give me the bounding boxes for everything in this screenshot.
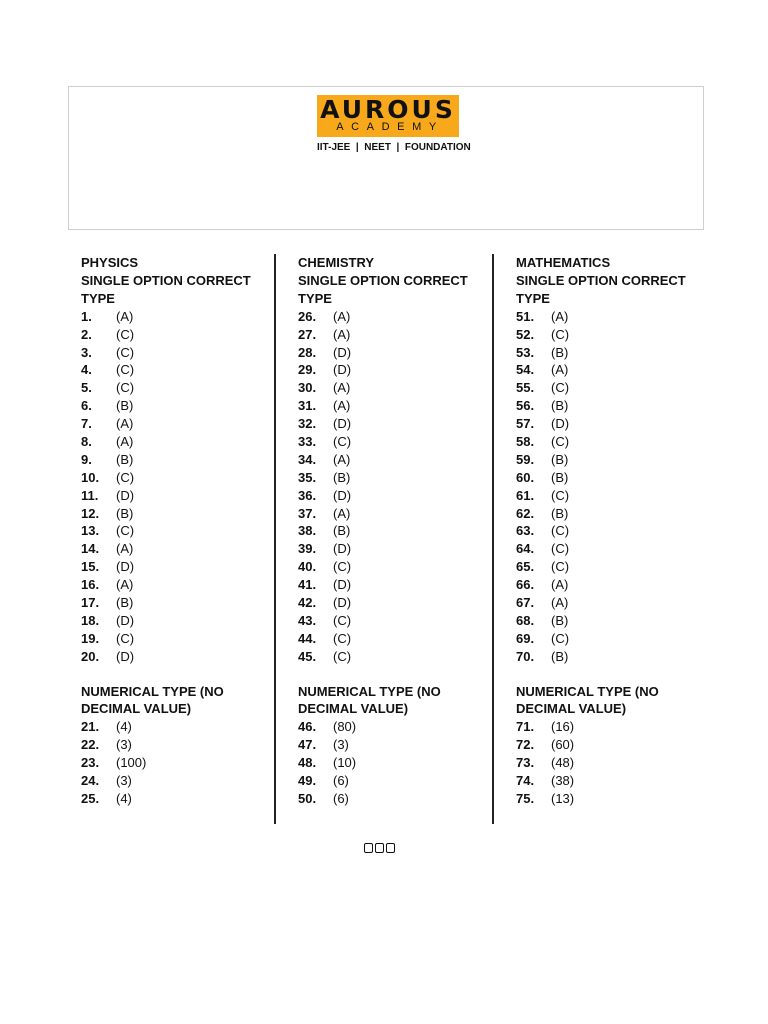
answer-row [516,558,706,576]
answer-value: (6) [333,790,349,806]
answer-option: (D) [116,559,135,575]
answer-option: (A) [551,577,569,593]
question-number: 27. [298,326,317,342]
answer-option: (C) [551,433,570,449]
question-number: 38. [298,523,317,539]
answer-value: (6) [333,773,349,789]
answer-option: (B) [333,469,351,485]
answer-row [81,540,271,558]
answer-row [81,433,271,451]
answer-row [298,540,488,558]
answer-row [516,361,706,379]
section-title: SINGLE OPTION CORRECT [81,272,251,288]
question-number: 50. [298,790,317,806]
answer-value: (3) [116,737,132,753]
end-mark-icon [364,843,395,853]
answer-row [516,415,706,433]
question-number: 54. [516,362,535,378]
section-title: DECIMAL VALUE) [81,701,192,717]
answer-option: (A) [116,577,134,593]
answer-option: (C) [116,630,135,646]
section-title: TYPE [81,290,115,306]
question-number: 20. [81,648,100,664]
answer-option: (B) [551,398,569,414]
answer-value: (38) [551,773,575,789]
question-number: 68. [516,612,535,628]
answer-row [516,540,706,558]
question-number: 25. [81,790,100,806]
answer-option: (D) [333,541,352,557]
answer-option: (B) [551,344,569,360]
answer-option: (C) [333,648,352,664]
section-gap [298,666,488,683]
question-number: 15. [81,559,100,575]
question-number: 14. [81,541,100,557]
question-number: 28. [298,344,317,360]
square-icon [386,843,395,853]
answer-row [298,397,488,415]
answer-option: (D) [551,416,570,432]
subject-title: PHYSICS [81,255,139,270]
answer-row [298,505,488,523]
question-number: 71. [516,719,535,735]
answer-option: (C) [333,612,352,628]
answer-row [516,790,706,808]
question-number: 66. [516,577,535,593]
question-number: 34. [298,451,317,467]
answer-option: (C) [116,362,135,378]
question-number: 19. [81,630,100,646]
question-number: 26. [298,308,317,324]
question-number: 73. [516,755,535,771]
section-gap [516,666,706,683]
question-number: 52. [516,326,535,342]
question-number: 48. [298,755,317,771]
answer-option: (D) [116,648,135,664]
square-icon [375,843,384,853]
answer-option: (A) [116,308,134,324]
answer-row [516,451,706,469]
question-number: 60. [516,469,535,485]
answer-option: (A) [116,541,134,557]
answer-row [81,736,271,754]
tagline: IIT-JEE | NEET | FOUNDATION [317,142,471,153]
answer-value: (48) [551,755,575,771]
answer-value: (10) [333,755,357,771]
answer-option: (C) [551,326,570,342]
question-number: 11. [81,487,99,503]
answer-option: (D) [116,612,135,628]
answer-row [298,487,488,505]
question-number: 1. [81,308,92,324]
question-number: 3. [81,344,92,360]
answer-row [516,487,706,505]
question-number: 61. [516,487,535,503]
question-number: 72. [516,737,535,753]
answer-row [81,612,271,630]
answer-option: (B) [116,451,134,467]
answer-row [81,522,271,540]
answer-option: (C) [116,469,135,485]
question-number: 13. [81,523,100,539]
question-number: 62. [516,505,535,521]
answer-row [516,326,706,344]
question-number: 6. [81,398,92,414]
answer-value: (3) [116,773,132,789]
question-number: 5. [81,380,92,396]
answer-value: (4) [116,719,132,735]
answer-row [516,612,706,630]
chemistry-column [298,254,488,808]
logo-sub-text: ACADEMY [336,121,444,133]
answer-option: (C) [551,541,570,557]
question-number: 7. [81,416,92,432]
answer-option: (D) [333,344,352,360]
answer-row [298,379,488,397]
question-number: 8. [81,433,92,449]
mathematics-column [516,254,706,808]
answer-row [81,379,271,397]
question-number: 40. [298,559,317,575]
answer-row [516,772,706,790]
question-number: 2. [81,326,92,342]
question-number: 53. [516,344,535,360]
answer-option: (D) [333,577,352,593]
answer-row [516,433,706,451]
answer-row [298,344,488,362]
answer-row [81,648,271,666]
answer-row [298,522,488,540]
column-divider [492,254,494,824]
section-title: NUMERICAL TYPE (NO [516,683,659,699]
answer-row [516,379,706,397]
answer-row [298,326,488,344]
subject-title: CHEMISTRY [298,255,375,270]
answer-row [298,361,488,379]
question-number: 64. [516,541,535,557]
answer-option: (C) [551,630,570,646]
answer-option: (C) [551,523,570,539]
answer-option: (A) [333,451,351,467]
section-title: NUMERICAL TYPE (NO [298,683,441,699]
answer-option: (A) [333,326,351,342]
answer-row [298,576,488,594]
question-number: 69. [516,630,535,646]
answer-option: (A) [551,362,569,378]
answer-row [298,772,488,790]
question-number: 67. [516,594,535,610]
question-number: 59. [516,451,535,467]
answer-option: (D) [333,594,352,610]
answer-option: (C) [333,433,352,449]
question-number: 36. [298,487,317,503]
question-number: 42. [298,594,317,610]
answer-row [81,772,271,790]
answer-row [81,718,271,736]
answer-option: (A) [333,308,351,324]
answer-row [81,505,271,523]
answer-row [81,469,271,487]
section-title: TYPE [298,290,332,306]
answer-row [516,630,706,648]
question-number: 55. [516,380,535,396]
column-divider [274,254,276,824]
physics-column [81,254,271,808]
answer-row [81,594,271,612]
answer-option: (B) [551,505,569,521]
answer-option: (B) [333,523,351,539]
question-number: 70. [516,648,535,664]
question-number: 24. [81,773,100,789]
answer-row [516,308,706,326]
answer-option: (D) [333,416,352,432]
answer-option: (A) [333,398,351,414]
answer-option: (B) [116,505,134,521]
answer-value: (16) [551,719,575,735]
question-number: 41. [298,577,317,593]
answer-row [81,487,271,505]
question-number: 44. [298,630,317,646]
answer-option: (D) [333,487,352,503]
answer-row [298,594,488,612]
question-number: 63. [516,523,535,539]
subject-title: MATHEMATICS [516,255,611,270]
question-number: 35. [298,469,317,485]
question-number: 74. [516,773,535,789]
answer-row [516,648,706,666]
answer-option: (A) [116,433,134,449]
answer-row [81,558,271,576]
section-title: NUMERICAL TYPE (NO [81,683,224,699]
answer-row [81,361,271,379]
answer-value: (80) [333,719,357,735]
answer-row [81,326,271,344]
answer-option: (B) [551,648,569,664]
answer-row [81,308,271,326]
question-number: 10. [81,469,100,485]
question-number: 47. [298,737,317,753]
section-title: DECIMAL VALUE) [516,701,627,717]
question-number: 32. [298,416,317,432]
answer-option: (B) [551,469,569,485]
answer-option: (C) [116,344,135,360]
answer-row [81,451,271,469]
answer-option: (B) [551,451,569,467]
answer-value: (3) [333,737,349,753]
answer-option: (A) [551,594,569,610]
answer-option: (C) [551,380,570,396]
answer-row [298,469,488,487]
question-number: 23. [81,755,100,771]
answer-option: (D) [116,487,135,503]
answer-row [516,736,706,754]
answer-row [298,451,488,469]
square-icon [364,843,373,853]
answer-row [516,344,706,362]
answer-option: (A) [551,308,569,324]
answer-option: (C) [116,523,135,539]
answer-row [298,718,488,736]
question-number: 37. [298,505,317,521]
question-number: 16. [81,577,100,593]
answer-row [298,415,488,433]
question-number: 17. [81,594,100,610]
answer-row [81,630,271,648]
question-number: 18. [81,612,100,628]
answer-option: (B) [116,398,134,414]
question-number: 33. [298,433,317,449]
answer-option: (C) [333,630,352,646]
answer-row [81,576,271,594]
answer-row [298,433,488,451]
logo-brand-text: AUROUS [320,95,456,124]
answer-row [81,790,271,808]
answer-option: (C) [551,559,570,575]
answer-option: (A) [333,380,351,396]
answer-value: (13) [551,790,575,806]
section-gap [81,666,271,683]
answer-row [298,648,488,666]
answer-option: (C) [333,559,352,575]
question-number: 58. [516,433,535,449]
answer-row [81,344,271,362]
answer-row [298,754,488,772]
answer-row [516,754,706,772]
section-title: DECIMAL VALUE) [298,701,409,717]
section-title: SINGLE OPTION CORRECT [516,272,686,288]
answer-row [298,308,488,326]
aurous-academy-logo [317,95,459,137]
answer-row [81,415,271,433]
answer-row [298,630,488,648]
question-number: 51. [516,308,535,324]
answer-option: (B) [116,594,134,610]
answer-row [516,594,706,612]
answer-row [516,718,706,736]
question-number: 4. [81,362,92,378]
answer-option: (A) [333,505,351,521]
answer-value: (4) [116,790,132,806]
answer-option: (C) [551,487,570,503]
answer-row [298,736,488,754]
answer-row [516,522,706,540]
question-number: 43. [298,612,317,628]
question-number: 56. [516,398,535,414]
answer-row [516,397,706,415]
answer-value: (100) [116,755,147,771]
answer-row [298,612,488,630]
answer-value: (60) [551,737,575,753]
answer-row [516,469,706,487]
answer-option: (D) [333,362,352,378]
question-number: 49. [298,773,317,789]
question-number: 21. [81,719,100,735]
answer-option: (C) [116,380,135,396]
question-number: 30. [298,380,317,396]
question-number: 31. [298,398,317,414]
answer-option: (B) [551,612,569,628]
question-number: 29. [298,362,317,378]
question-number: 46. [298,719,317,735]
question-number: 75. [516,790,535,806]
question-number: 9. [81,451,92,467]
question-number: 65. [516,559,535,575]
answer-row [298,790,488,808]
answer-row [81,397,271,415]
question-number: 39. [298,541,317,557]
section-title: TYPE [516,290,550,306]
question-number: 22. [81,737,100,753]
question-number: 12. [81,505,100,521]
question-number: 57. [516,416,535,432]
answer-row [516,505,706,523]
question-number: 45. [298,648,317,664]
answer-row [81,754,271,772]
answer-option: (C) [116,326,135,342]
answer-row [516,576,706,594]
answer-row [298,558,488,576]
answer-option: (A) [116,416,134,432]
section-title: SINGLE OPTION CORRECT [298,272,468,288]
